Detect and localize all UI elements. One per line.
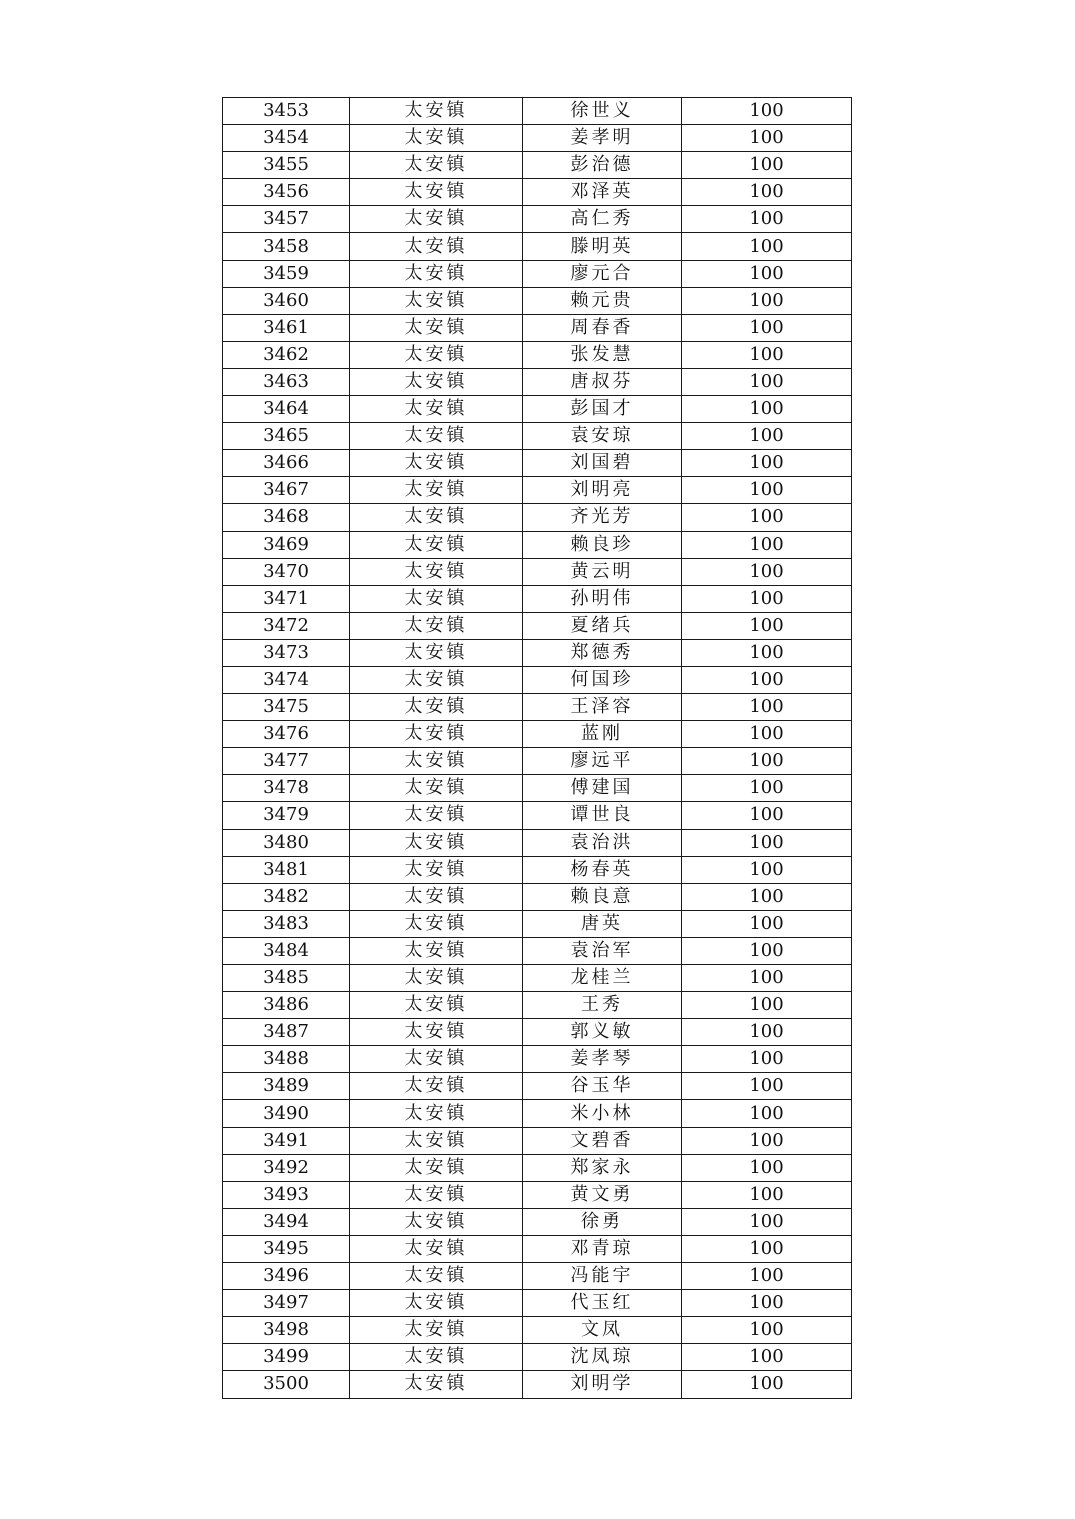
name-cell: 龙桂兰: [523, 965, 682, 992]
amount-cell: 100: [682, 1235, 852, 1262]
serial-number-cell: 3457: [223, 206, 350, 233]
serial-number-cell: 3500: [223, 1371, 350, 1398]
amount-cell: 100: [682, 612, 852, 639]
name-cell: 冯能宇: [523, 1263, 682, 1290]
name-cell: 黄文勇: [523, 1181, 682, 1208]
town-cell: 太安镇: [350, 965, 523, 992]
town-cell: 太安镇: [350, 1344, 523, 1371]
serial-number-cell: 3477: [223, 748, 350, 775]
town-cell: 太安镇: [350, 829, 523, 856]
name-cell: 傅建国: [523, 775, 682, 802]
table-row: [223, 1154, 852, 1181]
amount-cell: 100: [682, 341, 852, 368]
table-row: [223, 1019, 852, 1046]
serial-number-cell: 3487: [223, 1019, 350, 1046]
serial-number-cell: 3467: [223, 477, 350, 504]
table-row: [223, 558, 852, 585]
amount-cell: 100: [682, 1154, 852, 1181]
amount-cell: 100: [682, 992, 852, 1019]
town-cell: 太安镇: [350, 910, 523, 937]
name-cell: 彭国才: [523, 396, 682, 423]
table-row: [223, 98, 852, 125]
amount-cell: 100: [682, 450, 852, 477]
table-row: [223, 1344, 852, 1371]
serial-number-cell: 3458: [223, 233, 350, 260]
amount-cell: 100: [682, 287, 852, 314]
town-cell: 太安镇: [350, 1154, 523, 1181]
table-row: [223, 1371, 852, 1398]
name-cell: 代玉红: [523, 1290, 682, 1317]
town-cell: 太安镇: [350, 531, 523, 558]
town-cell: 太安镇: [350, 666, 523, 693]
roster-table: [222, 97, 852, 1399]
name-cell: 黄云明: [523, 558, 682, 585]
table-row: [223, 1235, 852, 1262]
serial-number-cell: 3491: [223, 1127, 350, 1154]
serial-number-cell: 3478: [223, 775, 350, 802]
town-cell: 太安镇: [350, 125, 523, 152]
serial-number-cell: 3484: [223, 937, 350, 964]
amount-cell: 100: [682, 748, 852, 775]
town-cell: 太安镇: [350, 1181, 523, 1208]
name-cell: 姜孝琴: [523, 1046, 682, 1073]
table-row: [223, 1100, 852, 1127]
amount-cell: 100: [682, 314, 852, 341]
town-cell: 太安镇: [350, 748, 523, 775]
town-cell: 太安镇: [350, 883, 523, 910]
town-cell: 太安镇: [350, 1235, 523, 1262]
serial-number-cell: 3479: [223, 802, 350, 829]
town-cell: 太安镇: [350, 396, 523, 423]
table-row: [223, 341, 852, 368]
table-row: [223, 585, 852, 612]
serial-number-cell: 3465: [223, 423, 350, 450]
name-cell: 刘明亮: [523, 477, 682, 504]
town-cell: 太安镇: [350, 314, 523, 341]
table-row: [223, 287, 852, 314]
name-cell: 袁安琼: [523, 423, 682, 450]
name-cell: 廖远平: [523, 748, 682, 775]
table-row: [223, 396, 852, 423]
serial-number-cell: 3493: [223, 1181, 350, 1208]
name-cell: 周春香: [523, 314, 682, 341]
table-row: [223, 883, 852, 910]
roster-table-body: [223, 98, 852, 1399]
town-cell: 太安镇: [350, 368, 523, 395]
table-row: [223, 450, 852, 477]
serial-number-cell: 3466: [223, 450, 350, 477]
table-row: [223, 965, 852, 992]
table-row: [223, 829, 852, 856]
name-cell: 王秀: [523, 992, 682, 1019]
town-cell: 太安镇: [350, 504, 523, 531]
table-row: [223, 802, 852, 829]
serial-number-cell: 3492: [223, 1154, 350, 1181]
table-row: [223, 1263, 852, 1290]
amount-cell: 100: [682, 802, 852, 829]
serial-number-cell: 3490: [223, 1100, 350, 1127]
serial-number-cell: 3486: [223, 992, 350, 1019]
town-cell: 太安镇: [350, 1046, 523, 1073]
amount-cell: 100: [682, 721, 852, 748]
serial-number-cell: 3473: [223, 639, 350, 666]
amount-cell: 100: [682, 1344, 852, 1371]
name-cell: 高仁秀: [523, 206, 682, 233]
serial-number-cell: 3497: [223, 1290, 350, 1317]
town-cell: 太安镇: [350, 206, 523, 233]
amount-cell: 100: [682, 233, 852, 260]
amount-cell: 100: [682, 260, 852, 287]
name-cell: 孙明伟: [523, 585, 682, 612]
table-row: [223, 775, 852, 802]
amount-cell: 100: [682, 694, 852, 721]
serial-number-cell: 3489: [223, 1073, 350, 1100]
name-cell: 刘国碧: [523, 450, 682, 477]
name-cell: 袁治洪: [523, 829, 682, 856]
amount-cell: 100: [682, 910, 852, 937]
amount-cell: 100: [682, 1317, 852, 1344]
town-cell: 太安镇: [350, 721, 523, 748]
name-cell: 郭义敏: [523, 1019, 682, 1046]
name-cell: 赖良意: [523, 883, 682, 910]
amount-cell: 100: [682, 666, 852, 693]
serial-number-cell: 3456: [223, 179, 350, 206]
town-cell: 太安镇: [350, 856, 523, 883]
serial-number-cell: 3476: [223, 721, 350, 748]
serial-number-cell: 3499: [223, 1344, 350, 1371]
table-row: [223, 1127, 852, 1154]
town-cell: 太安镇: [350, 1317, 523, 1344]
name-cell: 滕明英: [523, 233, 682, 260]
name-cell: 米小林: [523, 1100, 682, 1127]
name-cell: 张发慧: [523, 341, 682, 368]
serial-number-cell: 3481: [223, 856, 350, 883]
amount-cell: 100: [682, 98, 852, 125]
amount-cell: 100: [682, 856, 852, 883]
name-cell: 徐勇: [523, 1208, 682, 1235]
town-cell: 太安镇: [350, 694, 523, 721]
town-cell: 太安镇: [350, 1127, 523, 1154]
name-cell: 赖元贵: [523, 287, 682, 314]
amount-cell: 100: [682, 1100, 852, 1127]
name-cell: 刘明学: [523, 1371, 682, 1398]
amount-cell: 100: [682, 125, 852, 152]
town-cell: 太安镇: [350, 450, 523, 477]
amount-cell: 100: [682, 1290, 852, 1317]
table-row: [223, 1208, 852, 1235]
name-cell: 沈凤琼: [523, 1344, 682, 1371]
serial-number-cell: 3455: [223, 152, 350, 179]
table-row: [223, 260, 852, 287]
town-cell: 太安镇: [350, 477, 523, 504]
amount-cell: 100: [682, 396, 852, 423]
serial-number-cell: 3462: [223, 341, 350, 368]
amount-cell: 100: [682, 829, 852, 856]
name-cell: 邓青琼: [523, 1235, 682, 1262]
amount-cell: 100: [682, 1127, 852, 1154]
amount-cell: 100: [682, 1073, 852, 1100]
serial-number-cell: 3461: [223, 314, 350, 341]
serial-number-cell: 3464: [223, 396, 350, 423]
name-cell: 齐光芳: [523, 504, 682, 531]
serial-number-cell: 3453: [223, 98, 350, 125]
name-cell: 赖良珍: [523, 531, 682, 558]
serial-number-cell: 3471: [223, 585, 350, 612]
town-cell: 太安镇: [350, 1208, 523, 1235]
town-cell: 太安镇: [350, 179, 523, 206]
amount-cell: 100: [682, 179, 852, 206]
table-row: [223, 233, 852, 260]
name-cell: 姜孝明: [523, 125, 682, 152]
name-cell: 唐叔芬: [523, 368, 682, 395]
table-row: [223, 910, 852, 937]
town-cell: 太安镇: [350, 152, 523, 179]
amount-cell: 100: [682, 883, 852, 910]
serial-number-cell: 3495: [223, 1235, 350, 1262]
table-row: [223, 179, 852, 206]
town-cell: 太安镇: [350, 260, 523, 287]
town-cell: 太安镇: [350, 639, 523, 666]
town-cell: 太安镇: [350, 1371, 523, 1398]
serial-number-cell: 3470: [223, 558, 350, 585]
table-row: [223, 125, 852, 152]
amount-cell: 100: [682, 1181, 852, 1208]
serial-number-cell: 3468: [223, 504, 350, 531]
town-cell: 太安镇: [350, 1100, 523, 1127]
serial-number-cell: 3496: [223, 1263, 350, 1290]
name-cell: 王泽容: [523, 694, 682, 721]
serial-number-cell: 3488: [223, 1046, 350, 1073]
table-row: [223, 314, 852, 341]
table-row: [223, 992, 852, 1019]
town-cell: 太安镇: [350, 558, 523, 585]
table-row: [223, 423, 852, 450]
town-cell: 太安镇: [350, 937, 523, 964]
table-row: [223, 1290, 852, 1317]
serial-number-cell: 3485: [223, 965, 350, 992]
name-cell: 邓泽英: [523, 179, 682, 206]
serial-number-cell: 3472: [223, 612, 350, 639]
town-cell: 太安镇: [350, 1073, 523, 1100]
town-cell: 太安镇: [350, 775, 523, 802]
name-cell: 唐英: [523, 910, 682, 937]
amount-cell: 100: [682, 1019, 852, 1046]
amount-cell: 100: [682, 1263, 852, 1290]
serial-number-cell: 3498: [223, 1317, 350, 1344]
amount-cell: 100: [682, 558, 852, 585]
table-row: [223, 937, 852, 964]
amount-cell: 100: [682, 639, 852, 666]
town-cell: 太安镇: [350, 341, 523, 368]
name-cell: 彭治德: [523, 152, 682, 179]
amount-cell: 100: [682, 1046, 852, 1073]
amount-cell: 100: [682, 423, 852, 450]
town-cell: 太安镇: [350, 233, 523, 260]
table-row: [223, 152, 852, 179]
name-cell: 蓝刚: [523, 721, 682, 748]
town-cell: 太安镇: [350, 287, 523, 314]
table-row: [223, 477, 852, 504]
serial-number-cell: 3460: [223, 287, 350, 314]
amount-cell: 100: [682, 152, 852, 179]
amount-cell: 100: [682, 775, 852, 802]
amount-cell: 100: [682, 937, 852, 964]
table-row: [223, 1046, 852, 1073]
table-row: [223, 612, 852, 639]
table-row: [223, 721, 852, 748]
town-cell: 太安镇: [350, 802, 523, 829]
amount-cell: 100: [682, 206, 852, 233]
amount-cell: 100: [682, 1208, 852, 1235]
name-cell: 郑德秀: [523, 639, 682, 666]
town-cell: 太安镇: [350, 1263, 523, 1290]
town-cell: 太安镇: [350, 992, 523, 1019]
table-row: [223, 1317, 852, 1344]
name-cell: 文凤: [523, 1317, 682, 1344]
name-cell: 谭世良: [523, 802, 682, 829]
table-row: [223, 748, 852, 775]
name-cell: 廖元合: [523, 260, 682, 287]
amount-cell: 100: [682, 504, 852, 531]
table-row: [223, 531, 852, 558]
name-cell: 谷玉华: [523, 1073, 682, 1100]
town-cell: 太安镇: [350, 1290, 523, 1317]
table-row: [223, 1181, 852, 1208]
name-cell: 郑家永: [523, 1154, 682, 1181]
serial-number-cell: 3459: [223, 260, 350, 287]
table-row: [223, 368, 852, 395]
serial-number-cell: 3454: [223, 125, 350, 152]
town-cell: 太安镇: [350, 1019, 523, 1046]
amount-cell: 100: [682, 477, 852, 504]
table-row: [223, 206, 852, 233]
amount-cell: 100: [682, 585, 852, 612]
name-cell: 何国珍: [523, 666, 682, 693]
table-row: [223, 1073, 852, 1100]
amount-cell: 100: [682, 965, 852, 992]
serial-number-cell: 3494: [223, 1208, 350, 1235]
table-row: [223, 639, 852, 666]
name-cell: 文碧香: [523, 1127, 682, 1154]
serial-number-cell: 3480: [223, 829, 350, 856]
name-cell: 袁治军: [523, 937, 682, 964]
serial-number-cell: 3474: [223, 666, 350, 693]
name-cell: 夏绪兵: [523, 612, 682, 639]
town-cell: 太安镇: [350, 98, 523, 125]
town-cell: 太安镇: [350, 585, 523, 612]
serial-number-cell: 3482: [223, 883, 350, 910]
town-cell: 太安镇: [350, 612, 523, 639]
table-row: [223, 856, 852, 883]
table-row: [223, 666, 852, 693]
serial-number-cell: 3475: [223, 694, 350, 721]
amount-cell: 100: [682, 1371, 852, 1398]
town-cell: 太安镇: [350, 423, 523, 450]
table-row: [223, 694, 852, 721]
amount-cell: 100: [682, 368, 852, 395]
name-cell: 杨春英: [523, 856, 682, 883]
amount-cell: 100: [682, 531, 852, 558]
serial-number-cell: 3483: [223, 910, 350, 937]
serial-number-cell: 3469: [223, 531, 350, 558]
table-row: [223, 504, 852, 531]
serial-number-cell: 3463: [223, 368, 350, 395]
name-cell: 徐世义: [523, 98, 682, 125]
